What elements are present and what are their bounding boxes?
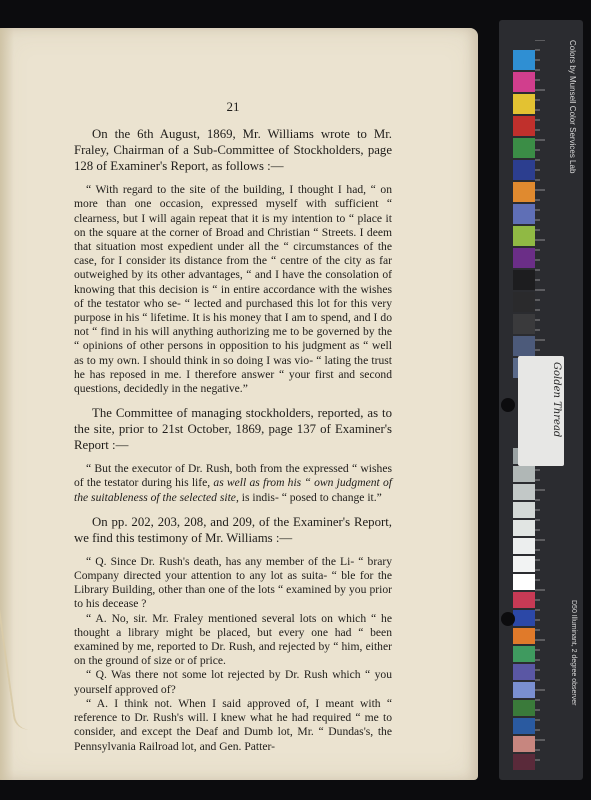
- color-patch: [513, 314, 535, 334]
- color-patch: [513, 754, 535, 770]
- color-patch: [513, 574, 535, 590]
- color-patch: [513, 226, 535, 246]
- color-patch: [513, 592, 535, 608]
- color-patch: [513, 538, 535, 554]
- color-patch: [513, 610, 535, 626]
- quote-committee-start: “ But the executor of Dr. Rush, both from the expressed “ wishes of the testator during his life,: [74, 462, 392, 490]
- color-patch: [513, 646, 535, 662]
- card-hole-top: [501, 398, 515, 412]
- paragraph-committee: The Committee of managing stockholders, reported, as to the site, prior to 21st October, 1869, page 137 of Examiner's Report :—: [74, 406, 392, 453]
- quote-committee-italic: as well as from his “ own judgment of the suitableness of the selected site,: [74, 476, 392, 504]
- color-patch: [513, 718, 535, 734]
- color-patch: [513, 682, 535, 698]
- color-patch: [513, 484, 535, 500]
- color-patch: [513, 116, 535, 136]
- color-patch: [513, 138, 535, 158]
- color-patch: [513, 182, 535, 202]
- color-patch: [513, 336, 535, 356]
- color-patches-top: [513, 50, 535, 380]
- page-text: [74, 100, 392, 754]
- paragraph-testimony: On pp. 202, 203, 208, and 209, of the Examiner's Report, we find this testimony of Mr. Williams :—: [74, 514, 392, 545]
- card-title: Colors by Munsell Color Services Lab: [568, 40, 577, 174]
- color-patch: [513, 270, 535, 290]
- color-patch: [513, 664, 535, 680]
- color-patch: [513, 520, 535, 536]
- color-patch: [513, 466, 535, 482]
- color-patches-bottom: [513, 448, 535, 772]
- question-2: “ Q. Was there not some lot rejected by Dr. Rush which “ you yourself approved of?: [74, 668, 392, 696]
- color-patch: [513, 160, 535, 180]
- color-patch: [513, 72, 535, 92]
- card-footer: D50 Illuminant, 2 degree observer: [570, 600, 577, 706]
- card-hole-bottom: [501, 612, 515, 626]
- answer-2: “ A. I think not. When I said approved of, I meant with “ reference to Dr. Rush's will. I knew what he had required “ me to consider, and except the Deaf and Dumb lot, Mr. “ Dundas's, the Pennsylvania Railroad lot, and Gen. Patter-: [74, 696, 392, 753]
- color-patch: [513, 700, 535, 716]
- color-patch: [513, 292, 535, 312]
- color-patch: [513, 50, 535, 70]
- answer-1: “ A. No, sir. Mr. Fraley mentioned several lots on which “ he thought a library might be placed, but every one had “ been examined by me, reported to Dr. Rush, and rejected by “ him, either on the ground of size or of price.: [74, 611, 392, 668]
- quote-williams-letter: “ With regard to the site of the building, I thought I had, “ on more than one occasion, expressed myself with sufficient “ clearness, but I will again repeat that it is my intention to “ place it on the square at the corner of Broad and Christian “ Streets. I deem that situation most expedient under all the “ circumstances of the case, for I consider its distance from the “ centre of the city as far outweighed by its other advantages, “ and I have the consolation of knowing that this decision is “ in entire accordance with the wishes of the testator who se- “ lected and purchased this lot for this very purpose in his “ lifetime. It is his money that I am to spend, and I do not “ find in his will anything authorizing me to be governed by the “ opinions of other persons in opposition to his judgment as “ well as to my own. I should think in so doing I was vio- “ lating the trust he has reposed in me. I therefore answer “ your first and second questions, decidedly in the negative.”: [74, 183, 392, 396]
- color-patch: [513, 94, 535, 114]
- color-patch: [513, 736, 535, 752]
- question-1: “ Q. Since Dr. Rush's death, has any member of the Li- “ brary Company directed your attention to any lot as suita- “ ble for the Library Building, other than one of the lots “ examined by you prior to his decease ?: [74, 554, 392, 611]
- quote-committee-end: is indis- “ posed to change it.”: [241, 490, 382, 504]
- paragraph-1: On the 6th August, 1869, Mr. Williams wrote to Mr. Fraley, Chairman of a Sub-Committee of Stockholders, page 128 of Examiner's Report, as follows :—: [74, 127, 392, 174]
- color-patch: [513, 502, 535, 518]
- color-patch: [513, 556, 535, 572]
- color-patch: [513, 628, 535, 644]
- color-patch: [513, 204, 535, 224]
- color-patch: [513, 248, 535, 268]
- quote-committee: [74, 462, 392, 505]
- page-number: 21: [226, 99, 240, 114]
- logo-text: Golden Thread: [551, 362, 562, 438]
